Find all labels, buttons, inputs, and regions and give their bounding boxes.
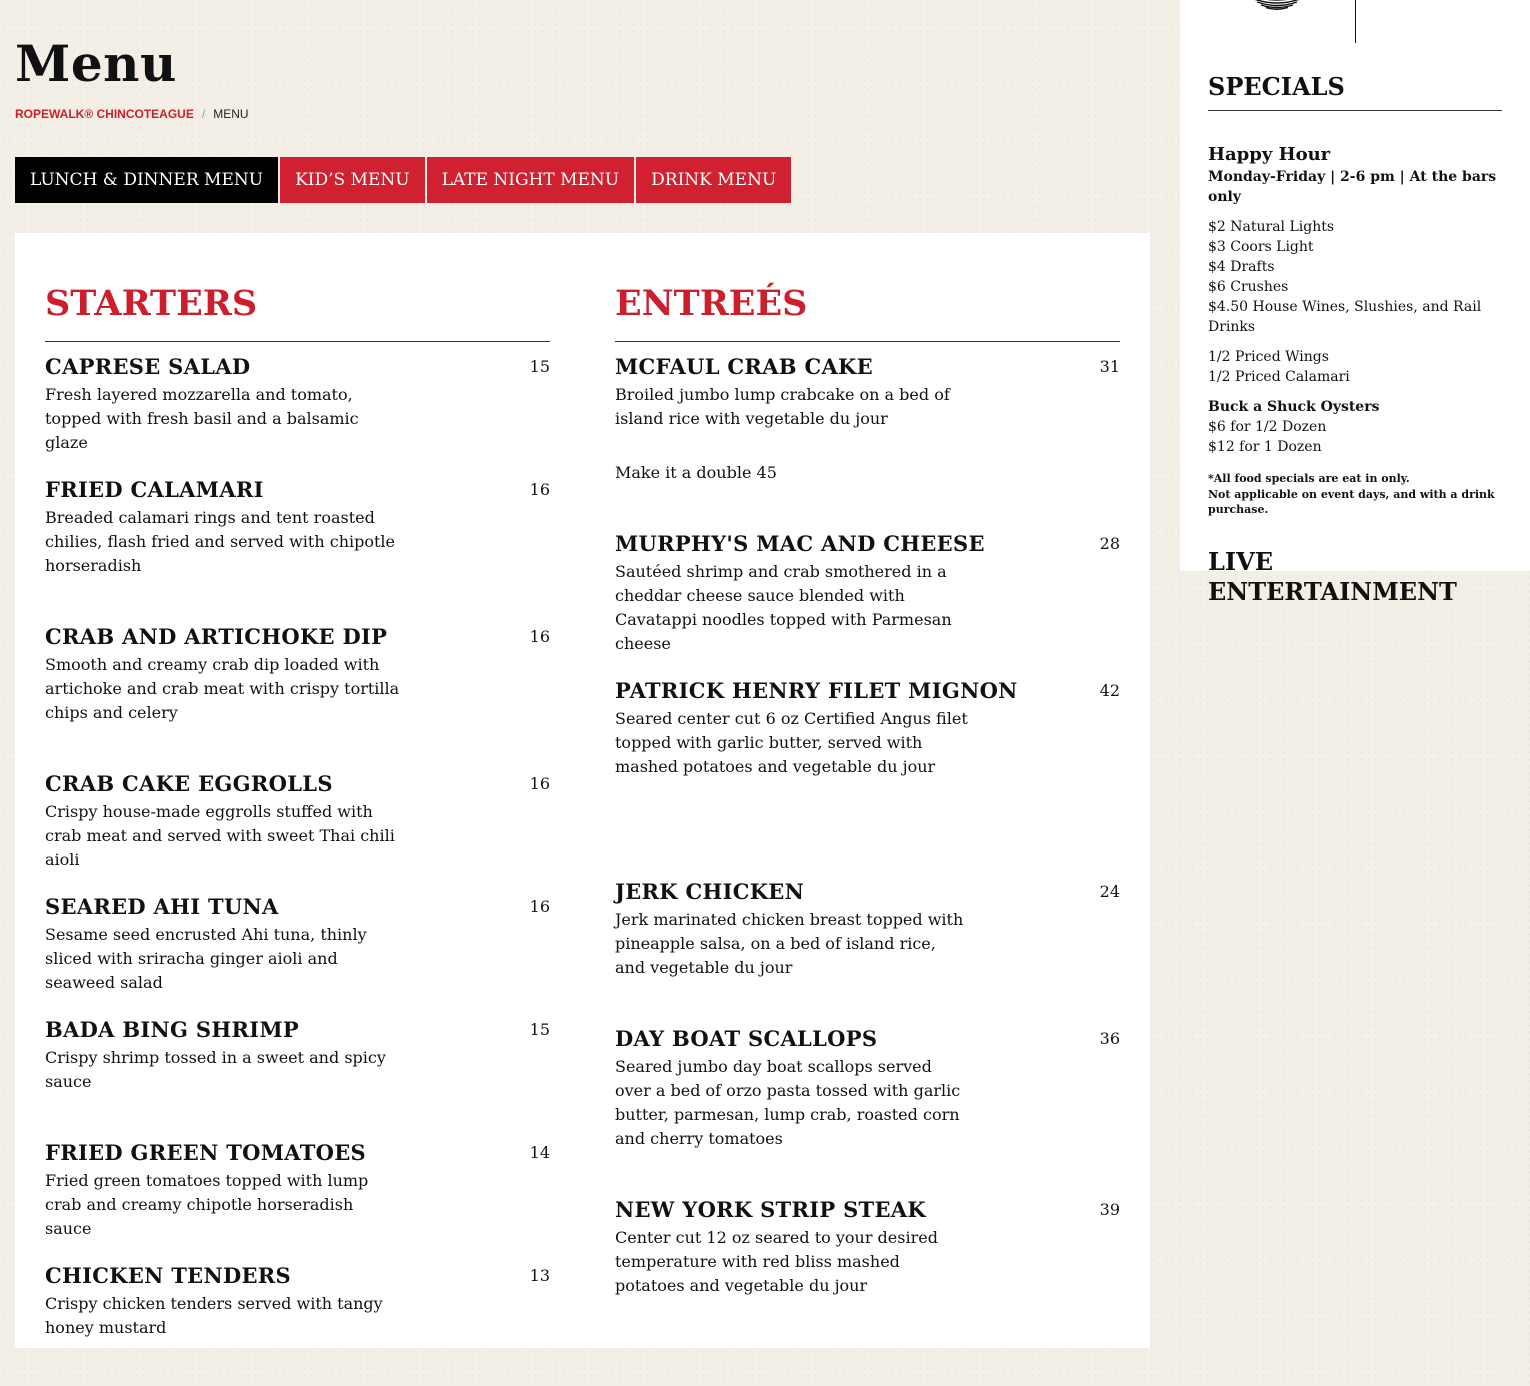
item-name: MURPHY'S MAC AND CHEESE (615, 531, 985, 556)
menu-item (45, 477, 550, 624)
specials-note-line: Not applicable on event days, and with a drink purchase. (1208, 487, 1495, 516)
item-description: Sautéed shrimp and crab smothered in a cheddar cheese sauce blended with Cavatappi noodles topped with Parmesan cheese (615, 562, 952, 653)
item-price: 24 (1099, 882, 1120, 901)
menu-item (615, 879, 1120, 1026)
menu-item (615, 1197, 1120, 1344)
item-name: CRAB AND ARTICHOKE DIP (45, 624, 388, 649)
item-price: 39 (1099, 1200, 1120, 1219)
item-name: DAY BOAT SCALLOPS (615, 1026, 878, 1051)
item-extra-option: Make it a double 45 (615, 463, 777, 482)
item-name: JERK CHICKEN (615, 879, 805, 904)
item-price: 16 (529, 627, 550, 646)
item-description: Fresh layered mozzarella and tomato, topped with fresh basil and a balsamic glaze (45, 385, 359, 452)
item-price: 31 (1099, 357, 1120, 376)
food-special: 1/2 Priced Wings (1208, 349, 1329, 365)
entrees-title: ENTREÉS (615, 283, 808, 324)
menu-item (45, 1263, 550, 1386)
breadcrumb-separator: / (201, 107, 206, 121)
menu-item (615, 1026, 1120, 1197)
oyster-special: $12 for 1 Dozen (1208, 439, 1322, 455)
item-name: CRAB CAKE EGGROLLS (45, 771, 333, 796)
item-name: FRIED GREEN TOMATOES (45, 1140, 367, 1165)
food-special: 1/2 Priced Calamari (1208, 369, 1350, 385)
drink-special: $6 Crushes (1208, 279, 1289, 295)
item-name: CAPRESE SALAD (45, 354, 251, 379)
item-description: Jerk marinated chicken breast topped with pineapple salsa, on a bed of island rice, and vegetable du jour (615, 910, 964, 977)
item-name: SEARED AHI TUNA (45, 894, 279, 919)
item-description: Smooth and creamy crab dip loaded with artichoke and crab meat with crispy tortilla chips and celery (45, 655, 400, 722)
drink-special: $4.50 House Wines, Slushies, and Rail Drinks (1208, 299, 1482, 335)
food-specials-list (1208, 347, 1502, 387)
item-price: 15 (529, 1020, 550, 1039)
menu-item (615, 678, 1120, 879)
item-name: BADA BING SHRIMP (45, 1017, 299, 1042)
item-name: PATRICK HENRY FILET MIGNON (615, 678, 1018, 703)
specials-title: SPECIALS (1208, 72, 1345, 101)
item-description: Seared jumbo day boat scallops served over a bed of orzo pasta tossed with garlic butter, parmesan, lump crab, roasted corn and cherry tomatoes (615, 1057, 961, 1148)
drink-special: $4 Drafts (1208, 259, 1275, 275)
item-description: Crispy shrimp tossed in a sweet and spicy sauce (45, 1048, 386, 1091)
menu-item (45, 1017, 550, 1140)
drink-special: $2 Natural Lights (1208, 219, 1335, 235)
breadcrumb-home-link[interactable]: ROPEWALK® CHINCOTEAGUE (15, 107, 194, 121)
menu-item (45, 624, 550, 771)
menu-item (615, 531, 1120, 678)
specials-sidebar (1180, 0, 1530, 606)
logo-illustration-icon (1248, 0, 1306, 14)
oyster-specials (1208, 397, 1502, 457)
item-price: 15 (529, 357, 550, 376)
specials-divider (1208, 110, 1502, 111)
breadcrumb (15, 107, 249, 121)
breadcrumb-current: MENU (213, 107, 249, 121)
menu-item (615, 354, 1120, 531)
item-price: 16 (529, 480, 550, 499)
specials-note-line: *All food specials are eat in only. (1208, 472, 1410, 485)
item-description: Crispy house-made eggrolls stuffed with crab meat and served with sweet Thai chili aioli (45, 802, 395, 869)
happy-hour-schedule: Monday-Friday | 2-6 pm | At the bars only (1208, 169, 1497, 205)
starters-title: STARTERS (45, 283, 258, 324)
sidebar-divider (1355, 0, 1356, 43)
happy-hour-title: Happy Hour (1208, 144, 1331, 165)
item-description: Center cut 12 oz seared to your desired temperature with red bliss mashed potatoes and vegetable du jour (615, 1228, 938, 1295)
starters-column (45, 283, 550, 1386)
tab-lunch-dinner-menu[interactable]: LUNCH & DINNER MENU (15, 157, 278, 203)
item-name: FRIED CALAMARI (45, 477, 264, 502)
item-price: 16 (529, 774, 550, 793)
drink-specials-list (1208, 217, 1502, 337)
item-description: Sesame seed encrusted Ahi tuna, thinly sliced with sriracha ginger aioli and seaweed salad (45, 925, 367, 992)
menu-item (45, 1140, 550, 1263)
tab-drink-menu[interactable]: DRINK MENU (636, 157, 791, 203)
item-price: 13 (529, 1266, 550, 1285)
menu-item (45, 354, 550, 477)
tab-late-night-menu[interactable]: LATE NIGHT MENU (427, 157, 635, 203)
item-description: Crispy chicken tenders served with tangy honey mustard (45, 1294, 383, 1337)
oyster-special: $6 for 1/2 Dozen (1208, 419, 1327, 435)
item-name: CHICKEN TENDERS (45, 1263, 292, 1288)
item-description: Breaded calamari rings and tent roasted chilies, flash fried and served with chipotle horseradish (45, 508, 396, 575)
item-name: NEW YORK STRIP STEAK (615, 1197, 926, 1222)
item-name: MCFAUL CRAB CAKE (615, 354, 873, 379)
item-price: 16 (529, 897, 550, 916)
item-description: Broiled jumbo lump crabcake on a bed of island rice with vegetable du jour (615, 385, 950, 428)
menu-item (45, 894, 550, 1017)
specials-note (1208, 471, 1502, 518)
item-description: Fried green tomatoes topped with lump crab and creamy chipotle horseradish sauce (45, 1171, 369, 1238)
item-price: 42 (1099, 681, 1120, 700)
item-price: 14 (529, 1143, 550, 1162)
menu-tabs (15, 157, 791, 203)
entrees-column (615, 283, 1120, 1344)
menu-panel (15, 233, 1150, 1348)
item-price: 28 (1099, 534, 1120, 553)
live-entertainment-title: LIVE ENTERTAINMENT (1208, 547, 1457, 606)
item-price: 36 (1099, 1029, 1120, 1048)
tab-kids-menu[interactable]: KID’S MENU (280, 157, 425, 203)
happy-hour-section (1208, 143, 1502, 518)
oysters-title: Buck a Shuck Oysters (1208, 399, 1380, 415)
drink-special: $3 Coors Light (1208, 239, 1314, 255)
item-description: Seared center cut 6 oz Certified Angus filet topped with garlic butter, served with mashed potatoes and vegetable du jour (615, 709, 968, 776)
page-title: Menu (15, 34, 177, 93)
section-divider (615, 341, 1120, 342)
section-divider (45, 341, 550, 342)
menu-item (45, 771, 550, 894)
